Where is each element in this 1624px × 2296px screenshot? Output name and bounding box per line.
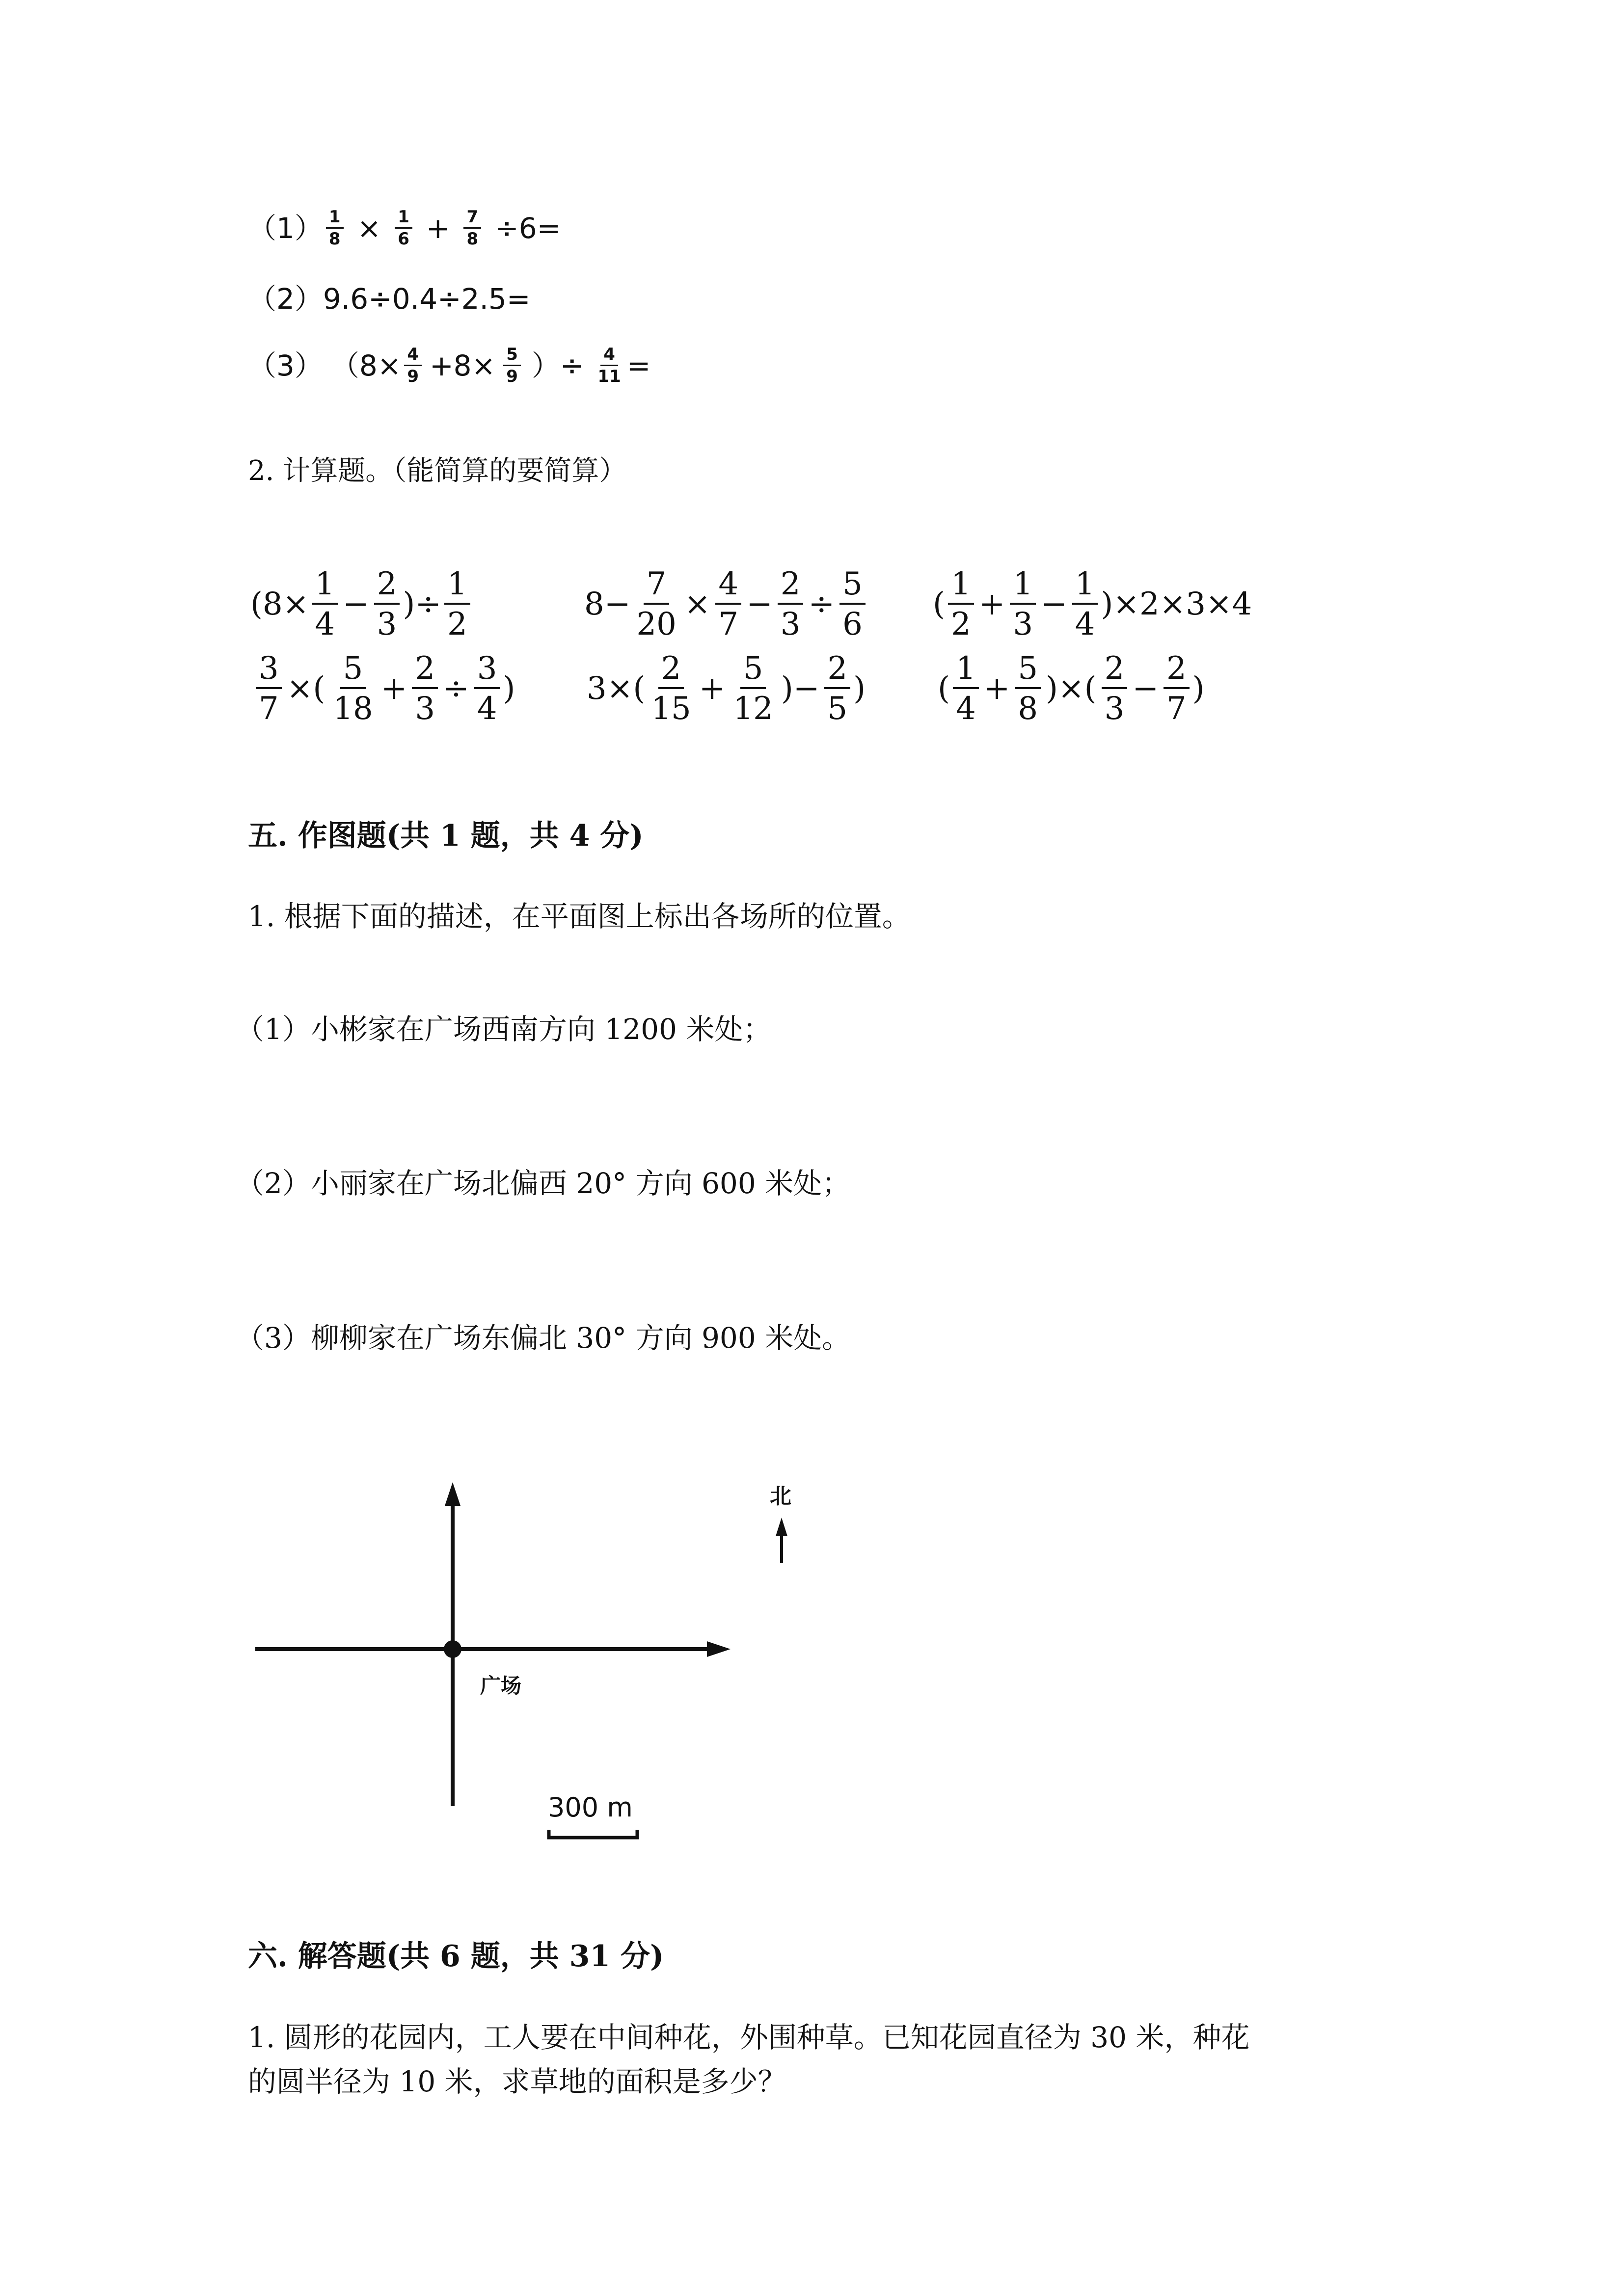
item-label: （2） [248, 282, 323, 316]
center-point [444, 1640, 461, 1658]
expression-3: ( $\frac{1}{2}$ + $\frac{1}{3}$ − $\frac{1}{4}$ )×2×3×4 [933, 566, 1252, 642]
fraction: $\frac{4}{9}$ [404, 346, 422, 385]
item-label: （3） [248, 348, 323, 382]
statement-1: （1）小彬家在广场西南方向 1200 米处； [236, 1013, 772, 1046]
north-label: 北 [770, 1484, 791, 1509]
section-6-title: 六. 解答题(共 6 题，共 31 分) [248, 1939, 664, 1974]
section-6-question-1-line-1: 1. 圆形的花园内，工人要在中间种花，外围种草。已知花园直径为 30 米，种花 [248, 2021, 1250, 2054]
problem-1-1: （1） $\frac{1}{8}$ × $\frac{1}{6}$ + $\frac{7}{8}$ ÷6= [248, 207, 561, 249]
section-6-question-1-line-2: 的圆半径为 10 米，求草地的面积是多少？ [248, 2065, 786, 2098]
expression-6: ( $\frac{1}{4}$ + $\frac{5}{8}$ )×( $\frac{2}{3}$ − $\frac{2}{7}$ ) [938, 650, 1205, 727]
east-arrowhead [707, 1641, 731, 1657]
scale-label: 300 m [548, 1792, 633, 1823]
statement-2: （2）小丽家在广场北偏西 20° 方向 600 米处； [236, 1167, 851, 1200]
scale-bar [549, 1830, 637, 1838]
north-arrowhead [445, 1482, 460, 1506]
fraction: $\frac{4}{11}$ [597, 345, 621, 386]
problem-1-3: （3） （8× $\frac{4}{9}$ +8× $\frac{5}{9}$ ）÷ $\frac{4}{11}$ = [248, 345, 651, 386]
fraction: $\frac{5}{9}$ [503, 346, 521, 385]
expression-2: 8− $\frac{7}{20}$ × $\frac{4}{7}$ − $\frac{2}{3}$ ÷ $\frac{5}{6}$ [584, 568, 868, 640]
expression-5: 3×( $\frac{2}{15}$ + $\frac{5}{12}$ )− $\frac{2}{5}$ ) [587, 650, 866, 727]
item-label: （1） [248, 211, 323, 245]
section-5-question-1: 1. 根据下面的描述，在平面图上标出各场所的位置。 [248, 900, 911, 933]
expression-4: $\frac{3}{7}$ ×( $\frac{5}{18}$ + $\frac{2}{3}$ ÷ $\frac{3}{4}$ ) [253, 653, 515, 724]
statement-3: （3）柳柳家在广场东偏北 30° 方向 900 米处。 [236, 1321, 851, 1355]
fraction: $\frac{1}{8}$ [326, 209, 344, 247]
plaza-label: 广场 [480, 1674, 522, 1698]
north-indicator-arrowhead [776, 1518, 787, 1536]
item-text: 9.6÷0.4÷2.5= [323, 282, 531, 316]
section-5-title: 五. 作图题(共 1 题，共 4 分) [248, 819, 644, 853]
fraction: $\frac{1}{6}$ [395, 209, 412, 247]
fraction: $\frac{7}{8}$ [463, 209, 481, 247]
question-2-title: 2. 计算题。（能简算的要简算） [248, 455, 627, 487]
expression-1: (8× $\frac{1}{4}$ − $\frac{2}{3}$ )÷ $\frac{1}{2}$ [250, 568, 473, 640]
